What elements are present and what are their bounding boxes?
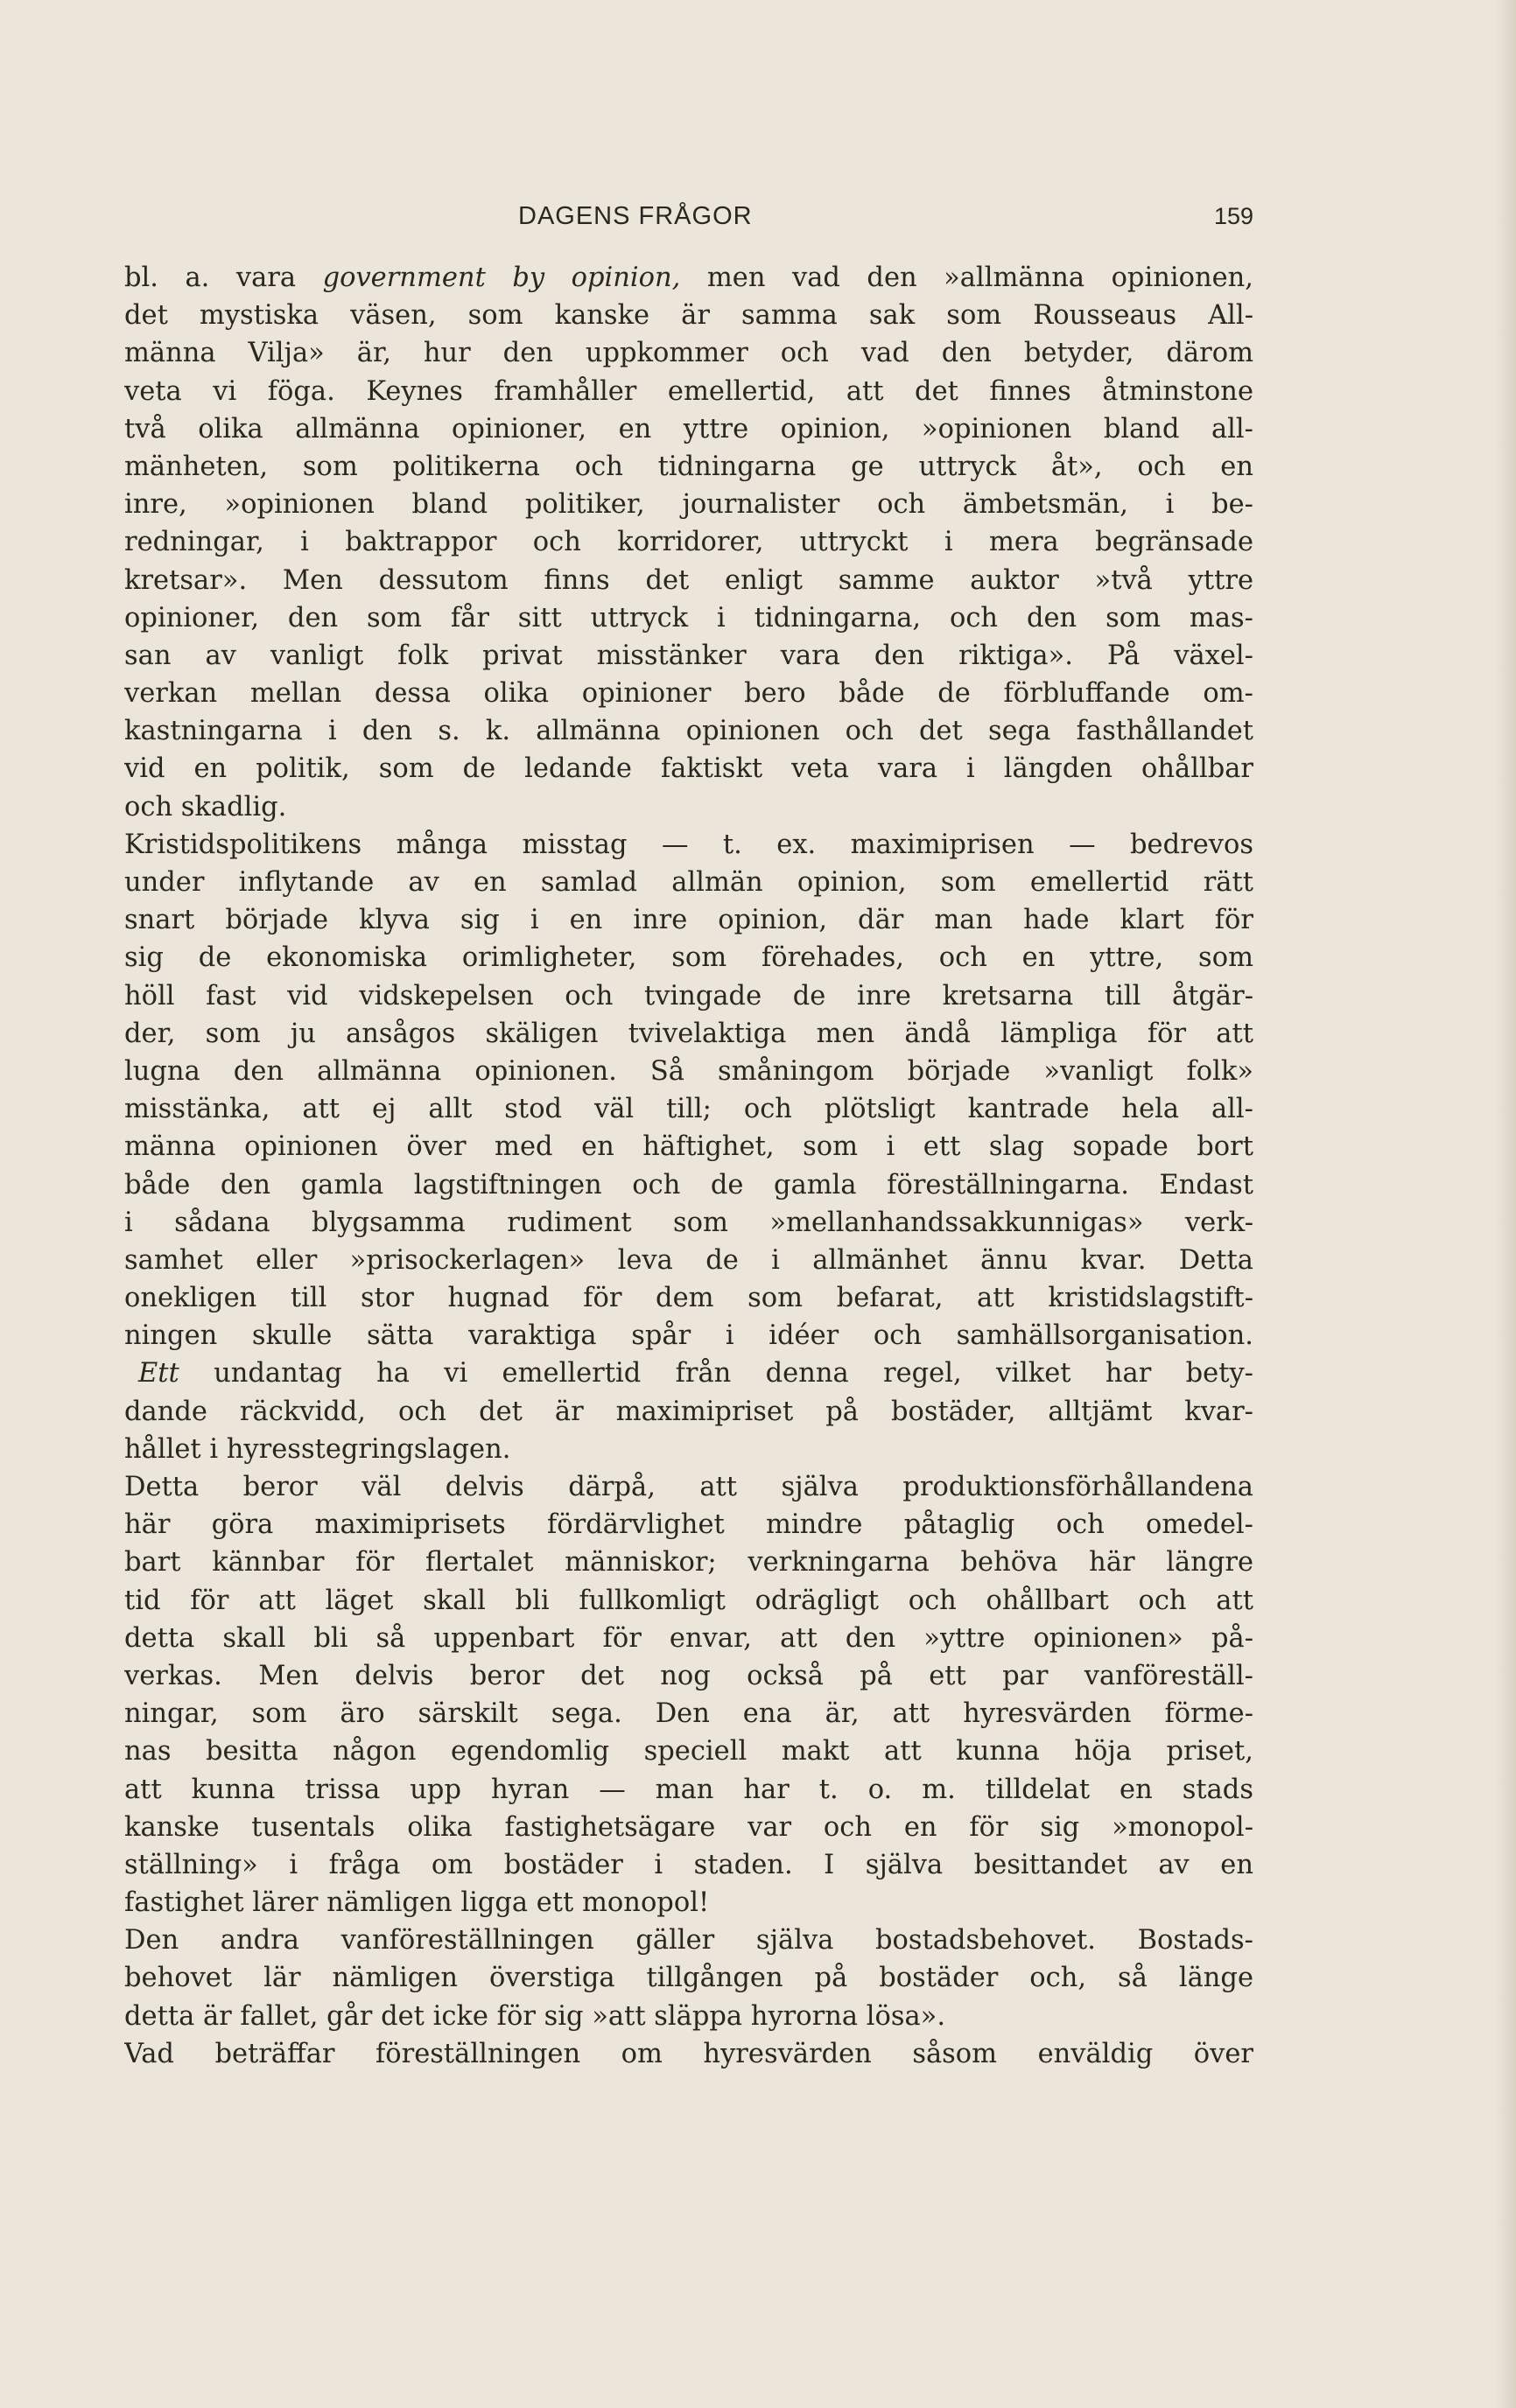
text-line: verkan mellan dessa olika opinioner bero både de förbluffande om- (124, 678, 1253, 710)
text-line: fastighet lärer nämligen ligga ett monopol! (124, 1887, 710, 1919)
page-number: 159 (1213, 203, 1253, 229)
text-line: veta vi föga. Keynes framhåller emellertid, att det finnes åtminstone (124, 375, 1253, 407)
text-line: redningar, i baktrappor och korridorer, uttryckt i mera begränsade (124, 527, 1253, 558)
text-line: kanske tusentals olika fastighetsägare var och en för sig »monopol- (124, 1811, 1253, 1843)
text-line: Vad beträffar föreställningen om hyresvärden såsom enväldig över (124, 2038, 1253, 2069)
text-line: kretsar». Men dessutom finns det enligt samme auktor »två yttre (124, 564, 1253, 596)
text-line: samhet eller »prisockerlagen» leva de i allmänhet ännu kvar. Detta (124, 1244, 1253, 1276)
text-line: bl. a. vara government by opinion, men vad den »allmänna opinionen, (124, 262, 1253, 293)
text-line: onekligen till stor hugnad för dem som befarat, att kristidslagstift- (124, 1283, 1253, 1314)
text-line: vid en politik, som de ledande faktiskt veta vara i längden ohållbar (124, 753, 1253, 785)
text-line: lugna den allmänna opinionen. Så småningom började »vanligt folk» (124, 1055, 1253, 1087)
body-text (124, 259, 1253, 2073)
text-line: dande räckvidd, och det är maximipriset på bostäder, alltjämt kvar- (124, 1396, 1253, 1427)
text-line: under inflytande av en samlad allmän opinion, som emellertid rätt (124, 867, 1253, 898)
page-header (124, 194, 1253, 238)
running-head: DAGENS FRÅGOR (518, 202, 753, 230)
text-line: verkas. Men delvis beror det nog också på ett par vanföreställ- (124, 1660, 1253, 1691)
text-line: ställning» i fråga om bostäder i staden. I själva besittandet av en (124, 1849, 1253, 1880)
text-line: höll fast vid vidskepelsen och tvingade de inre kretsarna till åtgär- (124, 980, 1253, 1012)
text-line: bart kännbar för flertalet människor; verkningarna behöva här längre (124, 1547, 1253, 1578)
text-line: männa opinionen över med en häftighet, som i ett slag sopade bort (124, 1131, 1253, 1163)
text-line: detta skall bli så uppenbart för envar, att den »yttre opinionen» på- (124, 1622, 1253, 1654)
text-line: det mystiska väsen, som kanske är samma sak som Rousseaus All- (124, 300, 1253, 332)
text-line: sig de ekonomiska orimligheter, som förehades, och en yttre, som (124, 942, 1253, 974)
text-line: san av vanligt folk privat misstänker vara den riktiga». På växel- (124, 640, 1253, 671)
page-edge (1495, 0, 1516, 2408)
text-line: ningar, som äro särskilt sega. Den ena är, att hyresvärden förme- (124, 1698, 1253, 1730)
text-line: opinioner, den som får sitt uttryck i tidningarna, och den som mas- (124, 602, 1253, 634)
text-line: nas besitta någon egendomlig speciell makt att kunna höja priset, (124, 1736, 1253, 1768)
text-line: Den andra vanföreställningen gäller själva bostadsbehovet. Bostads- (124, 1925, 1253, 1956)
text-line: männa Vilja» är, hur den uppkommer och vad den betyder, därom (124, 338, 1253, 369)
text-line: der, som ju ansågos skäligen tvivelaktiga men ändå lämpliga för att (124, 1018, 1253, 1049)
text-line: misstänka, att ej allt stod väl till; och plötsligt kantrade hela all- (124, 1094, 1253, 1125)
text-line: tid för att läget skall bli fullkomligt odrägligt och ohållbart och att (124, 1585, 1253, 1616)
text-line: behovet lär nämligen överstiga tillgången på bostäder och, så länge (124, 1963, 1253, 1994)
text-line: och skadlig. (124, 791, 287, 822)
text-line: Detta beror väl delvis därpå, att själva produktionsförhållandena (124, 1472, 1253, 1502)
text-line: att kunna trissa upp hyran — man har t. o. m. tilldelat en stads (124, 1774, 1253, 1805)
text-line: mänheten, som politikerna och tidningarna ge uttryck åt», och en (124, 451, 1253, 482)
text-line: ningen skulle sätta varaktiga spår i idéer och samhällsorganisation. (124, 1320, 1253, 1352)
text-line: i sådana blygsamma rudiment som »mellanhandssakkunnigas» verk- (124, 1207, 1253, 1238)
text-line: detta är fallet, går det icke för sig »att släppa hyrorna lösa». (124, 2000, 946, 2032)
text-line: snart började klyva sig i en inre opinion, där man hade klart för (124, 905, 1253, 936)
text-line: både den gamla lagstiftningen och de gamla föreställningarna. Endast (124, 1169, 1253, 1200)
text-line: hållet i hyresstegringslagen. (124, 1433, 511, 1465)
text-line: kastningarna i den s. k. allmänna opinionen och det sega fasthållandet (124, 716, 1253, 747)
text-line: här göra maximiprisets fördärvlighet mindre påtaglig och omedel- (124, 1509, 1253, 1541)
text-line: inre, »opinionen bland politiker, journalister och ämbetsmän, i be- (124, 489, 1253, 521)
text-line: två olika allmänna opinioner, en yttre opinion, »opinionen bland all- (124, 413, 1253, 444)
text-line: Kristidspolitikens många misstag — t. ex. maximiprisen — bedrevos (124, 829, 1253, 860)
text-line: Ett undantag ha vi emellertid från denna regel, vilket har bety- (138, 1358, 1253, 1390)
